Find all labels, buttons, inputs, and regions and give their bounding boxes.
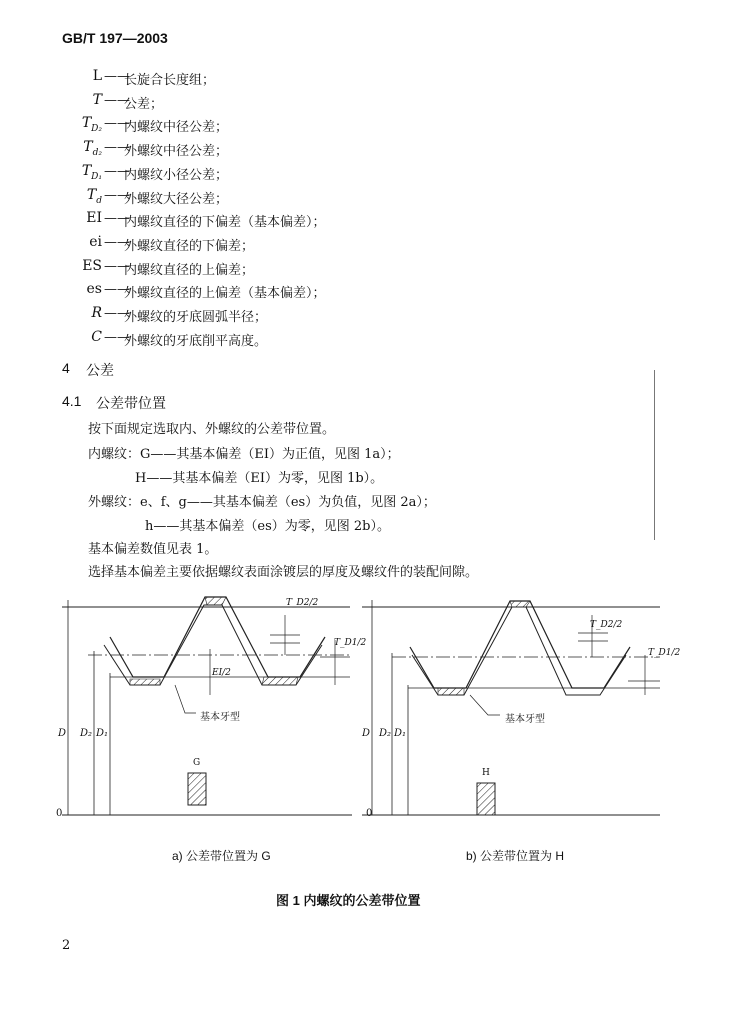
symbol-term: $T_{d_2}$ [83, 139, 102, 158]
symbol-dash: —— [104, 188, 130, 203]
figure-1b-td1-label: T_D1/2 [648, 648, 681, 658]
figure-1a-dim-d2: D₂ [80, 728, 93, 739]
figure-1a-profile-label: 基本牙型 [200, 712, 240, 723]
figure-1-drawing [0, 585, 744, 835]
margin-line [654, 370, 655, 540]
symbol-subscript: d [96, 195, 102, 206]
symbol-definition: 外螺纹中径公差； [124, 144, 229, 159]
symbol-dash: —— [104, 282, 130, 297]
symbol-dash: —— [104, 140, 130, 155]
symbol-definition: 内螺纹中径公差； [124, 120, 229, 135]
figure-1a-zero-label: 0 [56, 808, 63, 819]
figure-1b-band-letter: H [482, 768, 490, 778]
symbol-dash: —— [104, 259, 130, 274]
symbol-dash: —— [104, 116, 130, 131]
symbol-term: R [91, 305, 102, 321]
standard-header: GB/T 197—2003 [62, 30, 168, 46]
page-number: 2 [62, 938, 71, 953]
section-4-1-number: 4.1 [62, 393, 82, 409]
symbol-term: $T_{D_1}$ [81, 163, 102, 182]
figure-1b-caption: b) 公差带位置为 H [466, 849, 565, 863]
symbol-definition: 公差； [124, 97, 164, 112]
symbol-term: $T_d$ [86, 187, 102, 206]
symbol-term: $T_{D_2}$ [81, 115, 102, 134]
symbol-dash: —— [104, 69, 130, 84]
figure-1a-caption: a) 公差带位置为 G [172, 849, 271, 863]
symbol-definition: 外螺纹直径的上偏差（基本偏差）； [124, 286, 326, 301]
paragraph-table-ref: 基本偏差数值见表 1。 [88, 542, 218, 557]
figure-1a-dim-d: D [58, 728, 67, 739]
figure-1a-td2-label: T_D2/2 [286, 598, 319, 608]
symbol-dash: —— [104, 330, 130, 345]
figure-1b-dim-d2: D₂ [379, 728, 392, 739]
section-4-title: 公差 [86, 362, 114, 378]
symbol-term: EI [86, 210, 102, 226]
symbol-term: L [92, 68, 102, 84]
symbol-definition: 内螺纹直径的下偏差（基本偏差）； [124, 215, 326, 230]
paragraph-external-h: h——其基本偏差（es）为零，见图 2b）。 [145, 519, 390, 534]
figure-1b-dim-d: D [362, 728, 371, 739]
symbol-definition: 外螺纹的牙底削平高度。 [124, 334, 268, 349]
figure-1b-profile-label: 基本牙型 [505, 714, 545, 725]
paragraph-external-efg: 外螺纹：e、f、g——其基本偏差（es）为负值，见图 2a）； [88, 495, 436, 510]
symbol-term: es [86, 281, 102, 297]
figure-1a-band-letter: G [193, 758, 201, 768]
symbol-term: ES [82, 258, 102, 274]
symbol-definition: 外螺纹的牙底圆弧半径； [124, 310, 268, 325]
figure-1a-td1-label: T_D1/2 [334, 638, 367, 648]
symbol-subscript: D₁ [91, 171, 102, 182]
symbol-subscript: D₂ [91, 123, 102, 134]
figure-1a-dim-d1: D₁ [96, 728, 109, 739]
paragraph-internal-g: 内螺纹：G——其基本偏差（EI）为正值，见图 1a）； [88, 447, 400, 462]
paragraph-internal-h: H——其基本偏差（EI）为零，见图 1b）。 [135, 471, 384, 486]
symbol-dash: —— [104, 211, 130, 226]
figure-1-title: 图 1 内螺纹的公差带位置 [276, 893, 421, 908]
symbol-dash: —— [104, 306, 130, 321]
figure-1b-zero-label: 0 [366, 808, 373, 819]
symbol-dash: —— [104, 235, 130, 250]
symbol-definition: 外螺纹直径的下偏差； [124, 239, 255, 254]
paragraph-1: 按下面规定选取内、外螺纹的公差带位置。 [88, 422, 336, 437]
symbol-term: T [92, 92, 102, 108]
section-4-1-title: 公差带位置 [96, 395, 166, 411]
symbol-definition: 内螺纹直径的上偏差； [124, 263, 255, 278]
symbol-dash: —— [104, 93, 130, 108]
symbol-definition: 内螺纹小径公差； [124, 168, 229, 183]
figure-1b-td2-label: T_D2/2 [590, 620, 623, 630]
symbol-definition: 长旋合长度组； [124, 73, 216, 88]
paragraph-selection: 选择基本偏差主要依据螺纹表面涂镀层的厚度及螺纹件的装配间隙。 [88, 565, 479, 580]
figure-1b-dim-d1: D₁ [394, 728, 407, 739]
symbol-subscript: d₂ [92, 147, 102, 158]
figure-1a-drawing [62, 597, 352, 815]
figure-1a-ei-label: EI/2 [212, 668, 231, 678]
symbol-term: C [91, 329, 102, 345]
section-4-number: 4 [62, 360, 70, 376]
symbol-dash: —— [104, 164, 130, 179]
figure-1b-drawing [362, 600, 660, 815]
symbol-term: ei [89, 234, 102, 250]
symbol-definition: 外螺纹大径公差； [124, 192, 229, 207]
